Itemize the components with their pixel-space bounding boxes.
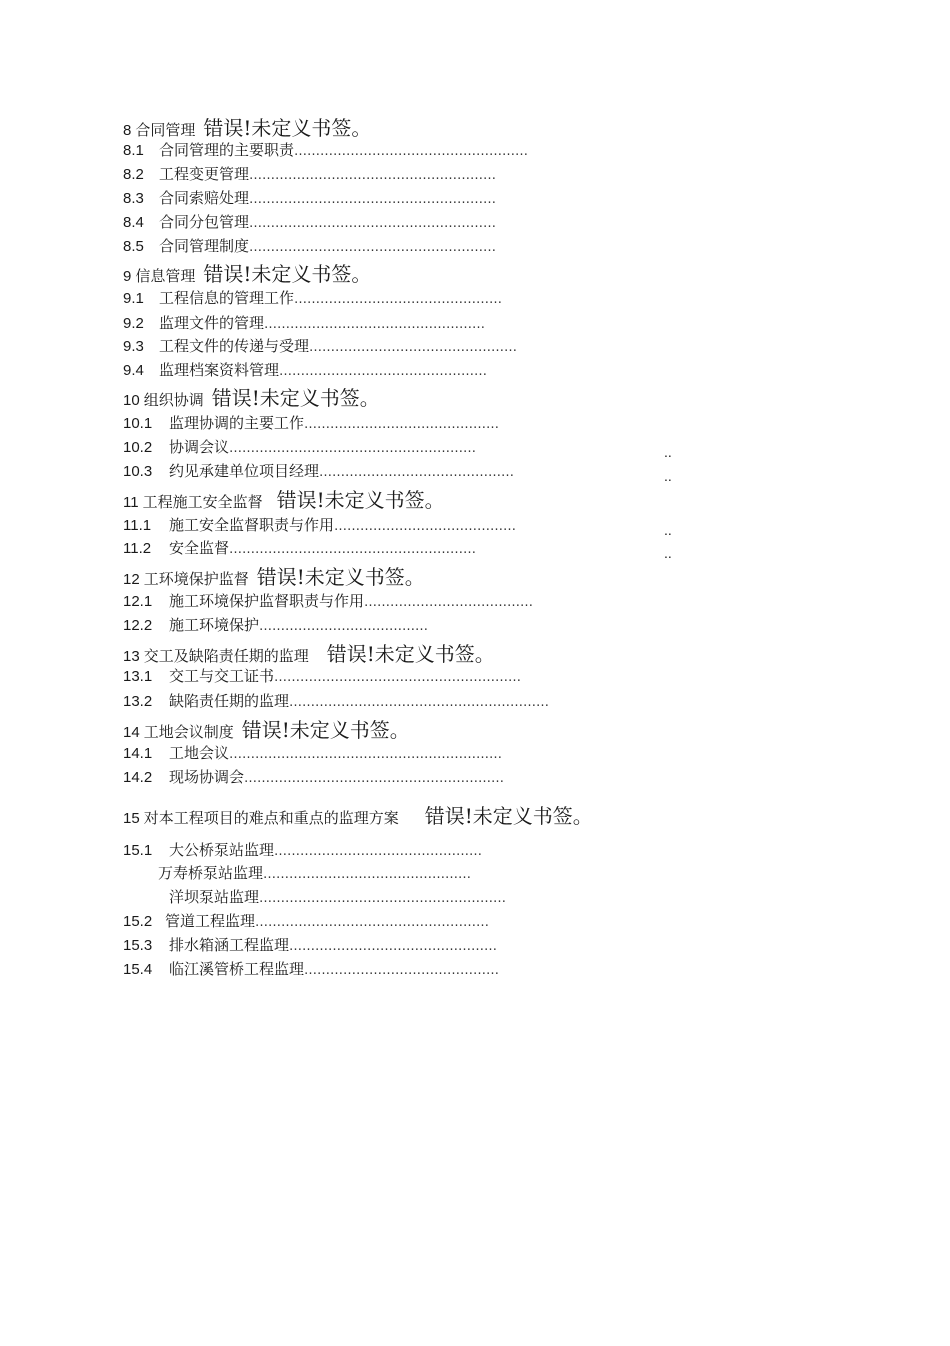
bookmark-error: 错误!未定义书签。: [326, 642, 495, 666]
chapter-title: 合同管理: [135, 121, 196, 139]
dot-leader: ………………………………………: [304, 963, 500, 978]
bookmark-error: 错误!未定义书签。: [424, 804, 593, 828]
toc-chapter-9[interactable]: [123, 264, 371, 284]
section-number: 8.2: [123, 166, 144, 183]
section-number: 10.1: [123, 415, 153, 432]
section-number: 14.1: [123, 745, 153, 762]
toc-entry-15-1[interactable]: [123, 843, 482, 858]
dot-leader: …………………………………………………: [249, 240, 497, 255]
section-title: 监理协调的主要工作: [169, 414, 305, 432]
section-number: 8.4: [123, 214, 144, 231]
dot-leader: …………………………………………: [294, 292, 503, 307]
dot-leader: …………………………………………………: [229, 542, 477, 557]
toc-entry-11-2[interactable]: [123, 541, 476, 556]
dot-leader: …………………………………………………: [249, 192, 497, 207]
toc-entry-15-1-c[interactable]: [169, 890, 506, 905]
dot-leader: …………………………………: [364, 595, 534, 610]
toc-chapter-11[interactable]: [123, 490, 445, 510]
section-number: 11.1: [123, 517, 152, 534]
section-number: 9.2: [123, 315, 144, 332]
bookmark-error: 错误!未定义书签。: [203, 262, 372, 286]
chapter-number: 15: [123, 810, 140, 827]
toc-entry-14-1[interactable]: [123, 746, 502, 761]
toc-entry-8-4[interactable]: [123, 215, 496, 230]
toc-entry-9-4[interactable]: [123, 363, 487, 378]
dot-leader: ……………………………………………………: [244, 771, 505, 786]
toc-entry-10-3[interactable]: [123, 464, 514, 479]
section-title: 监理档案资料管理: [159, 361, 280, 379]
toc-chapter-15[interactable]: [123, 806, 593, 826]
bookmark-error: 错误!未定义书签。: [276, 488, 445, 512]
section-title: 临江溪管桥工程监理: [169, 960, 305, 978]
section-title: 监理文件的管理: [159, 314, 265, 332]
section-number: 12.2: [123, 617, 153, 634]
dot-leader: …………………………………………: [279, 364, 488, 379]
section-number: 15.4: [123, 961, 153, 978]
section-number: 12.1: [123, 593, 153, 610]
page-number-tail: ..: [664, 444, 672, 460]
toc-entry-13-1[interactable]: [123, 669, 521, 684]
section-title: 合同索赔处理: [159, 189, 250, 207]
toc-entry-15-4[interactable]: [123, 962, 499, 977]
dot-leader: …………………………………………: [289, 939, 498, 954]
section-number: 15.2: [123, 913, 153, 930]
toc-chapter-8[interactable]: [123, 118, 371, 138]
section-title: 施工安全监督职责与作用: [169, 516, 335, 534]
bookmark-error: 错误!未定义书签。: [203, 116, 372, 140]
section-title: 合同分包管理: [159, 213, 250, 231]
section-title: 大公桥泵站监理: [169, 841, 275, 859]
page-number-tail: ..: [664, 522, 672, 538]
toc-entry-9-1[interactable]: [123, 291, 502, 306]
section-number: 8.5: [123, 238, 144, 255]
toc-entry-10-2[interactable]: [123, 440, 476, 455]
toc-entry-12-1[interactable]: [123, 594, 533, 609]
page-number-tail: ..: [664, 468, 672, 484]
dot-leader: …………………………………………………: [259, 891, 507, 906]
chapter-number: 10: [123, 392, 140, 409]
bookmark-error: 错误!未定义书签。: [211, 386, 380, 410]
toc-entry-13-2[interactable]: [123, 694, 549, 709]
dot-leader: ………………………………………………: [294, 144, 529, 159]
toc-entry-15-3[interactable]: [123, 938, 497, 953]
section-number: 11.2: [123, 540, 152, 557]
section-number: 14.2: [123, 769, 153, 786]
chapter-title: 工地会议制度: [143, 723, 234, 741]
section-number: 9.3: [123, 338, 144, 355]
section-title: 施工环境保护监督职责与作用: [169, 592, 365, 610]
toc-entry-15-1-b[interactable]: [158, 866, 471, 881]
dot-leader: ………………………………………: [304, 417, 500, 432]
chapter-title: 工环境保护监督: [143, 570, 249, 588]
section-title: 万寿桥泵站监理: [158, 864, 264, 882]
toc-entry-12-2[interactable]: [123, 618, 428, 633]
toc-chapter-10[interactable]: [123, 388, 380, 408]
toc-entry-8-2[interactable]: [123, 167, 496, 182]
chapter-number: 12: [123, 571, 140, 588]
section-number: 9.1: [123, 290, 144, 307]
section-title: 协调会议: [169, 438, 230, 456]
dot-leader: …………………………………………: [263, 867, 472, 882]
toc-entry-9-3[interactable]: [123, 339, 517, 354]
dot-leader: …………………………………………: [274, 844, 483, 859]
section-title: 工地会议: [169, 744, 230, 762]
dot-leader: ……………………………………: [334, 519, 517, 534]
bookmark-error: 错误!未定义书签。: [256, 565, 425, 589]
section-number: 10.3: [123, 463, 153, 480]
toc-chapter-12[interactable]: [123, 567, 425, 587]
section-title: 现场协调会: [169, 768, 245, 786]
dot-leader: ………………………………………………………: [229, 747, 503, 762]
dot-leader: ………………………………………: [319, 465, 515, 480]
chapter-number: 14: [123, 724, 140, 741]
section-title: 工程变更管理: [159, 165, 250, 183]
section-number: 8.1: [123, 142, 144, 159]
dot-leader: …………………………………………………: [229, 441, 477, 456]
bookmark-error: 错误!未定义书签。: [241, 718, 410, 742]
section-title: 合同管理制度: [159, 237, 250, 255]
toc-chapter-13[interactable]: [123, 644, 495, 664]
section-title: 缺陷责任期的监理: [169, 692, 290, 710]
toc-entry-10-1[interactable]: [123, 416, 499, 431]
dot-leader: ……………………………………………………: [289, 695, 550, 710]
toc-entry-8-3[interactable]: [123, 191, 496, 206]
section-title: 安全监督: [169, 539, 230, 557]
chapter-number: 9: [123, 268, 132, 285]
section-number: 13.1: [123, 668, 153, 685]
section-title: 约见承建单位项目经理: [169, 462, 320, 480]
section-title: 管道工程监理: [165, 912, 256, 930]
chapter-title: 工程施工安全监督: [142, 493, 263, 511]
chapter-number: 11: [123, 494, 139, 511]
section-title: 工程文件的传递与受理: [159, 337, 310, 355]
dot-leader: …………………………………: [259, 619, 429, 634]
section-title: 合同管理的主要职责: [159, 141, 295, 159]
section-number: 15.1: [123, 842, 153, 859]
dot-leader: …………………………………………………: [249, 168, 497, 183]
toc-entry-8-5[interactable]: [123, 239, 496, 254]
page-number-tail: ..: [664, 545, 672, 561]
section-number: 9.4: [123, 362, 144, 379]
dot-leader: ……………………………………………: [264, 317, 486, 332]
chapter-title: 对本工程项目的难点和重点的监理方案: [143, 809, 399, 827]
chapter-number: 13: [123, 648, 140, 665]
toc-entry-9-2[interactable]: [123, 316, 485, 331]
section-title: 交工与交工证书: [169, 667, 275, 685]
section-title: 排水箱涵工程监理: [169, 936, 290, 954]
chapter-title: 信息管理: [135, 267, 196, 285]
section-title: 工程信息的管理工作: [159, 289, 295, 307]
dot-leader: …………………………………………………: [274, 670, 522, 685]
dot-leader: …………………………………………………: [249, 216, 497, 231]
toc-entry-15-2[interactable]: [123, 914, 489, 929]
dot-leader: ………………………………………………: [255, 915, 490, 930]
chapter-number: 8: [123, 122, 132, 139]
chapter-title: 交工及缺陷责任期的监理: [143, 647, 309, 665]
toc-entry-14-2[interactable]: [123, 770, 504, 785]
section-number: 10.2: [123, 439, 153, 456]
dot-leader: …………………………………………: [309, 340, 518, 355]
section-number: 13.2: [123, 693, 153, 710]
section-number: 15.3: [123, 937, 153, 954]
toc-chapter-14[interactable]: [123, 720, 410, 740]
chapter-title: 组织协调: [143, 391, 204, 409]
section-title: 施工环境保护: [169, 616, 260, 634]
toc-entry-11-1[interactable]: [123, 518, 516, 533]
section-title: 洋坝泵站监理: [169, 888, 260, 906]
section-number: 8.3: [123, 190, 144, 207]
toc-entry-8-1[interactable]: [123, 143, 528, 158]
